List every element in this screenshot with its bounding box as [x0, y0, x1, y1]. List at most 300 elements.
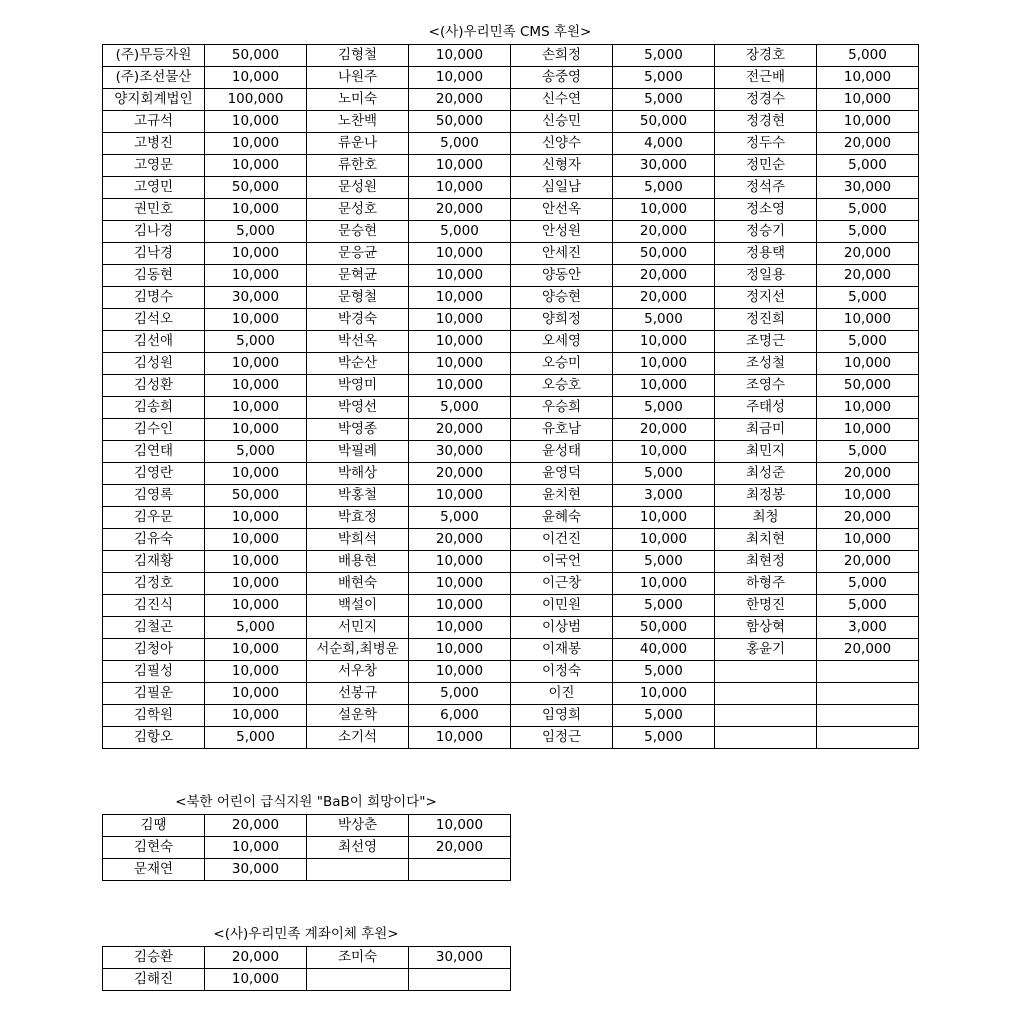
donation-amount-cell: 10,000	[613, 375, 715, 397]
donation-amount-cell: 10,000	[613, 507, 715, 529]
table-row	[103, 551, 919, 573]
donor-name-cell: 이건진	[511, 529, 613, 551]
donor-name-cell: 류운나	[307, 133, 409, 155]
donation-amount-cell: 10,000	[613, 353, 715, 375]
donor-name-cell: 심일남	[511, 177, 613, 199]
table-row	[103, 375, 919, 397]
donor-name-cell: 박경숙	[307, 309, 409, 331]
donor-name-cell: 유호남	[511, 419, 613, 441]
donation-amount-cell: 10,000	[205, 199, 307, 221]
donation-amount-cell: 10,000	[409, 727, 511, 749]
donation-amount-cell: 10,000	[205, 595, 307, 617]
donation-amount-cell: 5,000	[409, 221, 511, 243]
donation-amount-cell: 10,000	[409, 243, 511, 265]
table-row	[103, 815, 511, 837]
donor-name-cell: 박순산	[307, 353, 409, 375]
donation-amount-cell: 10,000	[205, 133, 307, 155]
donation-amount-cell: 20,000	[409, 419, 511, 441]
donation-amount-cell: 50,000	[613, 243, 715, 265]
donor-name-cell: 하형주	[715, 573, 817, 595]
donor-name-cell: 고영문	[103, 155, 205, 177]
donation-amount-cell: 50,000	[205, 45, 307, 67]
donation-amount-cell: 10,000	[205, 705, 307, 727]
donation-amount-cell: 50,000	[205, 485, 307, 507]
donation-amount-cell: 30,000	[817, 177, 919, 199]
donation-amount-cell: 20,000	[613, 265, 715, 287]
donation-amount-cell: 100,000	[205, 89, 307, 111]
donation-amount-cell: 10,000	[205, 507, 307, 529]
donor-name-cell: 정석주	[715, 177, 817, 199]
donation-amount-cell: 10,000	[409, 155, 511, 177]
table-row	[103, 155, 919, 177]
donation-amount-cell: 5,000	[817, 595, 919, 617]
donation-amount-cell: 50,000	[409, 111, 511, 133]
donation-amount-cell: 10,000	[409, 639, 511, 661]
donation-amount-cell: 5,000	[613, 177, 715, 199]
donation-amount-cell: 10,000	[409, 617, 511, 639]
donor-name-cell: 노미숙	[307, 89, 409, 111]
donation-amount-cell: 10,000	[817, 419, 919, 441]
table-row	[103, 485, 919, 507]
donation-amount-cell: 10,000	[205, 683, 307, 705]
donor-name-cell: 류한호	[307, 155, 409, 177]
donation-amount-cell: 10,000	[205, 573, 307, 595]
donor-name-cell: 오승미	[511, 353, 613, 375]
table-row	[103, 463, 919, 485]
donation-amount-cell: 5,000	[613, 595, 715, 617]
donor-name-cell: 김수인	[103, 419, 205, 441]
donor-name-cell: 김동현	[103, 265, 205, 287]
donor-name-cell: 양동안	[511, 265, 613, 287]
donation-amount-cell: 10,000	[205, 837, 307, 859]
donation-amount-cell: 3,000	[613, 485, 715, 507]
donation-amount-cell: 20,000	[205, 947, 307, 969]
donor-name-cell	[715, 683, 817, 705]
donor-name-cell	[715, 705, 817, 727]
donation-amount-cell: 10,000	[205, 375, 307, 397]
donor-name-cell: 임정근	[511, 727, 613, 749]
donation-amount-cell: 20,000	[409, 199, 511, 221]
donation-amount-cell: 3,000	[817, 617, 919, 639]
donor-name-cell: 박상춘	[307, 815, 409, 837]
donation-amount-cell: 10,000	[205, 969, 307, 991]
table-row	[103, 727, 919, 749]
donor-name-cell: 신양수	[511, 133, 613, 155]
donation-amount-cell: 10,000	[205, 661, 307, 683]
donor-name-cell: 김학원	[103, 705, 205, 727]
donor-name-cell: 문재연	[103, 859, 205, 881]
donation-amount-cell: 10,000	[409, 485, 511, 507]
donor-name-cell: 함상혁	[715, 617, 817, 639]
donor-name-cell: 백설이	[307, 595, 409, 617]
donor-name-cell: 김성원	[103, 353, 205, 375]
cms-donation-title: <(사)우리민족 CMS 후원>	[428, 24, 592, 40]
donation-amount-cell: 10,000	[205, 529, 307, 551]
donor-name-cell: 김해진	[103, 969, 205, 991]
donor-name-cell: 최금미	[715, 419, 817, 441]
donor-name-cell: 최성준	[715, 463, 817, 485]
donation-amount-cell: 30,000	[409, 441, 511, 463]
donation-amount-cell	[817, 661, 919, 683]
donation-amount-cell: 20,000	[409, 529, 511, 551]
table-row	[103, 639, 919, 661]
donation-amount-cell: 5,000	[409, 397, 511, 419]
donation-amount-cell: 5,000	[613, 67, 715, 89]
donation-amount-cell: 20,000	[817, 507, 919, 529]
donor-name-cell: 안성원	[511, 221, 613, 243]
donation-amount-cell: 5,000	[817, 573, 919, 595]
donor-name-cell: 최현정	[715, 551, 817, 573]
donor-name-cell: 김성환	[103, 375, 205, 397]
donation-amount-cell: 10,000	[409, 353, 511, 375]
donation-amount-cell: 20,000	[817, 265, 919, 287]
donor-name-cell: 정경수	[715, 89, 817, 111]
table-row	[103, 111, 919, 133]
donation-amount-cell	[817, 705, 919, 727]
donation-amount-cell: 10,000	[409, 67, 511, 89]
donation-amount-cell: 5,000	[817, 221, 919, 243]
donation-amount-cell: 5,000	[817, 331, 919, 353]
table-row	[103, 177, 919, 199]
donor-name-cell: 정용택	[715, 243, 817, 265]
table-row	[103, 309, 919, 331]
donor-name-cell: 김영란	[103, 463, 205, 485]
donor-name-cell: 이민원	[511, 595, 613, 617]
donor-name-cell: 이진	[511, 683, 613, 705]
donation-amount-cell: 10,000	[613, 683, 715, 705]
table-row	[103, 837, 511, 859]
donation-amount-cell: 5,000	[613, 551, 715, 573]
donor-name-cell: 김우문	[103, 507, 205, 529]
donor-name-cell: 최선영	[307, 837, 409, 859]
table-row	[103, 507, 919, 529]
donation-amount-cell: 20,000	[409, 89, 511, 111]
donation-amount-cell: 40,000	[613, 639, 715, 661]
table-row	[103, 45, 919, 67]
donation-amount-cell: 10,000	[409, 815, 511, 837]
donation-amount-cell: 30,000	[613, 155, 715, 177]
donor-name-cell: 나원주	[307, 67, 409, 89]
donor-name-cell: 김필성	[103, 661, 205, 683]
table-row	[103, 353, 919, 375]
donation-amount-cell: 10,000	[613, 529, 715, 551]
donation-amount-cell: 5,000	[613, 661, 715, 683]
donor-name-cell: 김항오	[103, 727, 205, 749]
donation-amount-cell: 20,000	[817, 639, 919, 661]
donor-name-cell: 김영록	[103, 485, 205, 507]
donor-name-cell: (주)조선물산	[103, 67, 205, 89]
donation-amount-cell: 5,000	[613, 705, 715, 727]
table-row	[103, 969, 511, 991]
donor-name-cell: 조미숙	[307, 947, 409, 969]
donor-name-cell: 정일용	[715, 265, 817, 287]
donor-name-cell: 문성원	[307, 177, 409, 199]
donor-name-cell: 박해상	[307, 463, 409, 485]
donation-amount-cell: 10,000	[409, 265, 511, 287]
donation-amount-cell: 10,000	[205, 419, 307, 441]
donation-amount-cell: 20,000	[817, 463, 919, 485]
donor-name-cell: 이재봉	[511, 639, 613, 661]
donor-name-cell: 박영선	[307, 397, 409, 419]
donor-name-cell	[715, 661, 817, 683]
table-row	[103, 265, 919, 287]
donor-name-cell	[307, 859, 409, 881]
donor-name-cell: 설운학	[307, 705, 409, 727]
bank-transfer-table	[102, 946, 511, 991]
donation-amount-cell: 10,000	[613, 331, 715, 353]
donation-amount-cell: 10,000	[817, 397, 919, 419]
donation-amount-cell: 5,000	[613, 89, 715, 111]
table-row	[103, 573, 919, 595]
donor-name-cell: 윤영덕	[511, 463, 613, 485]
donation-amount-cell: 4,000	[613, 133, 715, 155]
donation-amount-cell: 20,000	[409, 463, 511, 485]
donor-name-cell: 문승현	[307, 221, 409, 243]
donation-amount-cell: 5,000	[613, 463, 715, 485]
donor-name-cell: 최민지	[715, 441, 817, 463]
donor-name-cell: 우승희	[511, 397, 613, 419]
donor-name-cell: 선봉규	[307, 683, 409, 705]
donation-amount-cell: 10,000	[205, 639, 307, 661]
donor-name-cell: 김재황	[103, 551, 205, 573]
donor-name-cell: 고병진	[103, 133, 205, 155]
donation-amount-cell: 10,000	[409, 375, 511, 397]
donation-amount-cell	[409, 969, 511, 991]
table-row	[103, 419, 919, 441]
donation-amount-cell	[409, 859, 511, 881]
donation-amount-cell: 10,000	[409, 287, 511, 309]
donor-name-cell: 고규석	[103, 111, 205, 133]
donor-name-cell: 박홍철	[307, 485, 409, 507]
donor-name-cell: 김현숙	[103, 837, 205, 859]
donor-name-cell: 박희석	[307, 529, 409, 551]
donor-name-cell: 이근창	[511, 573, 613, 595]
donation-amount-cell: 5,000	[205, 331, 307, 353]
donation-amount-cell: 30,000	[205, 287, 307, 309]
donor-name-cell: 김진식	[103, 595, 205, 617]
donation-amount-cell: 10,000	[205, 155, 307, 177]
donor-name-cell: 이국언	[511, 551, 613, 573]
donation-amount-cell: 10,000	[205, 67, 307, 89]
table-row	[103, 661, 919, 683]
bank-transfer-title: <(사)우리민족 계좌이체 후원>	[213, 926, 399, 942]
donor-name-cell: 박영종	[307, 419, 409, 441]
donation-amount-cell: 10,000	[817, 89, 919, 111]
donor-name-cell: 윤성태	[511, 441, 613, 463]
donation-amount-cell: 50,000	[613, 617, 715, 639]
donor-name-cell: 최정봉	[715, 485, 817, 507]
donor-name-cell: 박선옥	[307, 331, 409, 353]
table-row	[103, 67, 919, 89]
donation-amount-cell	[817, 727, 919, 749]
donor-name-cell: 김유숙	[103, 529, 205, 551]
donation-amount-cell: 10,000	[613, 441, 715, 463]
donor-name-cell: 노찬백	[307, 111, 409, 133]
donation-amount-cell: 10,000	[817, 353, 919, 375]
donation-amount-cell: 10,000	[817, 485, 919, 507]
donor-name-cell: 문형철	[307, 287, 409, 309]
donation-amount-cell: 5,000	[205, 441, 307, 463]
donation-amount-cell: 50,000	[205, 177, 307, 199]
donor-name-cell: 배용현	[307, 551, 409, 573]
table-row	[103, 595, 919, 617]
donation-amount-cell: 10,000	[409, 309, 511, 331]
donation-amount-cell: 20,000	[613, 287, 715, 309]
donation-amount-cell	[817, 683, 919, 705]
table-row	[103, 705, 919, 727]
donor-name-cell: 김철곤	[103, 617, 205, 639]
donation-amount-cell: 20,000	[817, 243, 919, 265]
donation-amount-cell: 20,000	[817, 551, 919, 573]
donor-name-cell: 김명수	[103, 287, 205, 309]
donor-name-cell: 김연태	[103, 441, 205, 463]
donor-name-cell: 서민지	[307, 617, 409, 639]
donation-amount-cell: 10,000	[409, 551, 511, 573]
donation-amount-cell: 5,000	[409, 507, 511, 529]
meal-support-title: <북한 어린이 급식지원 "BaB이 희망이다">	[175, 794, 437, 810]
donor-name-cell: 정소영	[715, 199, 817, 221]
donor-name-cell: 김형철	[307, 45, 409, 67]
table-row	[103, 397, 919, 419]
donor-name-cell: 정두수	[715, 133, 817, 155]
donor-name-cell: 송중영	[511, 67, 613, 89]
donation-amount-cell: 5,000	[409, 683, 511, 705]
donation-amount-cell: 20,000	[613, 221, 715, 243]
donation-amount-cell: 5,000	[817, 441, 919, 463]
donation-amount-cell: 5,000	[613, 45, 715, 67]
donor-name-cell: 박필례	[307, 441, 409, 463]
donor-name-cell: 양승현	[511, 287, 613, 309]
donor-name-cell: 김석오	[103, 309, 205, 331]
donation-amount-cell: 10,000	[409, 573, 511, 595]
donation-amount-cell: 6,000	[409, 705, 511, 727]
donor-name-cell: 김필운	[103, 683, 205, 705]
donation-amount-cell: 10,000	[817, 309, 919, 331]
donor-name-cell: 문성호	[307, 199, 409, 221]
donation-amount-cell: 5,000	[613, 727, 715, 749]
table-row	[103, 221, 919, 243]
donor-name-cell: 정진희	[715, 309, 817, 331]
donor-name-cell: 배현숙	[307, 573, 409, 595]
donation-amount-cell: 30,000	[205, 859, 307, 881]
donation-amount-cell: 5,000	[205, 727, 307, 749]
table-row	[103, 199, 919, 221]
donation-amount-cell: 5,000	[613, 309, 715, 331]
donor-name-cell: 오승호	[511, 375, 613, 397]
donor-name-cell: 손희정	[511, 45, 613, 67]
donor-name-cell: 안선옥	[511, 199, 613, 221]
donation-amount-cell: 20,000	[409, 837, 511, 859]
donation-amount-cell: 10,000	[205, 353, 307, 375]
donation-amount-cell: 10,000	[817, 529, 919, 551]
donation-amount-cell: 10,000	[205, 111, 307, 133]
donor-name-cell: 권민호	[103, 199, 205, 221]
donor-name-cell: 오세영	[511, 331, 613, 353]
donor-name-cell: 정승기	[715, 221, 817, 243]
donation-amount-cell: 10,000	[205, 551, 307, 573]
donor-name-cell: 정지선	[715, 287, 817, 309]
donation-amount-cell: 5,000	[205, 617, 307, 639]
donor-name-cell: 김낙경	[103, 243, 205, 265]
donor-name-cell: 박영미	[307, 375, 409, 397]
donation-amount-cell: 10,000	[613, 573, 715, 595]
table-row	[103, 133, 919, 155]
donation-amount-cell: 10,000	[409, 45, 511, 67]
donor-name-cell: 김청아	[103, 639, 205, 661]
donor-name-cell: 김땡	[103, 815, 205, 837]
donor-name-cell: 문혁균	[307, 265, 409, 287]
donor-name-cell: 김선애	[103, 331, 205, 353]
donor-name-cell: 주태성	[715, 397, 817, 419]
table-row	[103, 243, 919, 265]
donation-amount-cell: 5,000	[409, 133, 511, 155]
donor-name-cell: 고영민	[103, 177, 205, 199]
donation-amount-cell: 10,000	[409, 177, 511, 199]
donor-name-cell: 김송희	[103, 397, 205, 419]
donation-amount-cell: 5,000	[817, 287, 919, 309]
table-row	[103, 947, 511, 969]
donor-name-cell: 장경호	[715, 45, 817, 67]
donation-amount-cell: 5,000	[205, 221, 307, 243]
table-row	[103, 617, 919, 639]
donor-name-cell: 한명진	[715, 595, 817, 617]
donation-amount-cell: 10,000	[817, 67, 919, 89]
donation-amount-cell: 10,000	[613, 199, 715, 221]
donor-name-cell: 이정숙	[511, 661, 613, 683]
table-row	[103, 89, 919, 111]
donation-amount-cell: 10,000	[205, 265, 307, 287]
donor-name-cell: 신형자	[511, 155, 613, 177]
donor-name-cell: 신수연	[511, 89, 613, 111]
donor-name-cell: 이상범	[511, 617, 613, 639]
donor-name-cell: 신승민	[511, 111, 613, 133]
donor-name-cell: 최청	[715, 507, 817, 529]
donor-name-cell: 김나경	[103, 221, 205, 243]
donation-amount-cell: 5,000	[817, 45, 919, 67]
donor-name-cell: 윤혜숙	[511, 507, 613, 529]
donor-name-cell: 최치현	[715, 529, 817, 551]
donor-name-cell	[307, 969, 409, 991]
donor-name-cell: 조영수	[715, 375, 817, 397]
donation-amount-cell: 5,000	[817, 155, 919, 177]
donor-name-cell: 서우창	[307, 661, 409, 683]
table-row	[103, 287, 919, 309]
meal-support-table	[102, 814, 511, 881]
donation-amount-cell: 10,000	[205, 309, 307, 331]
donor-name-cell: 김승환	[103, 947, 205, 969]
donation-amount-cell: 50,000	[613, 111, 715, 133]
donation-amount-cell: 5,000	[613, 397, 715, 419]
donor-name-cell: 조명근	[715, 331, 817, 353]
donation-amount-cell: 20,000	[613, 419, 715, 441]
table-row	[103, 683, 919, 705]
donation-amount-cell: 10,000	[205, 463, 307, 485]
donation-amount-cell: 20,000	[205, 815, 307, 837]
donor-name-cell: 서순희,최병운	[307, 639, 409, 661]
donation-amount-cell: 10,000	[205, 397, 307, 419]
donation-amount-cell: 5,000	[817, 199, 919, 221]
donation-amount-cell: 10,000	[409, 661, 511, 683]
donor-name-cell: 문응균	[307, 243, 409, 265]
donor-name-cell	[715, 727, 817, 749]
donor-name-cell: 조성철	[715, 353, 817, 375]
donation-amount-cell: 10,000	[409, 595, 511, 617]
donor-name-cell: 소기석	[307, 727, 409, 749]
donor-name-cell: 정민순	[715, 155, 817, 177]
donor-name-cell: 임영희	[511, 705, 613, 727]
donation-amount-cell: 10,000	[205, 243, 307, 265]
donation-amount-cell: 10,000	[817, 111, 919, 133]
